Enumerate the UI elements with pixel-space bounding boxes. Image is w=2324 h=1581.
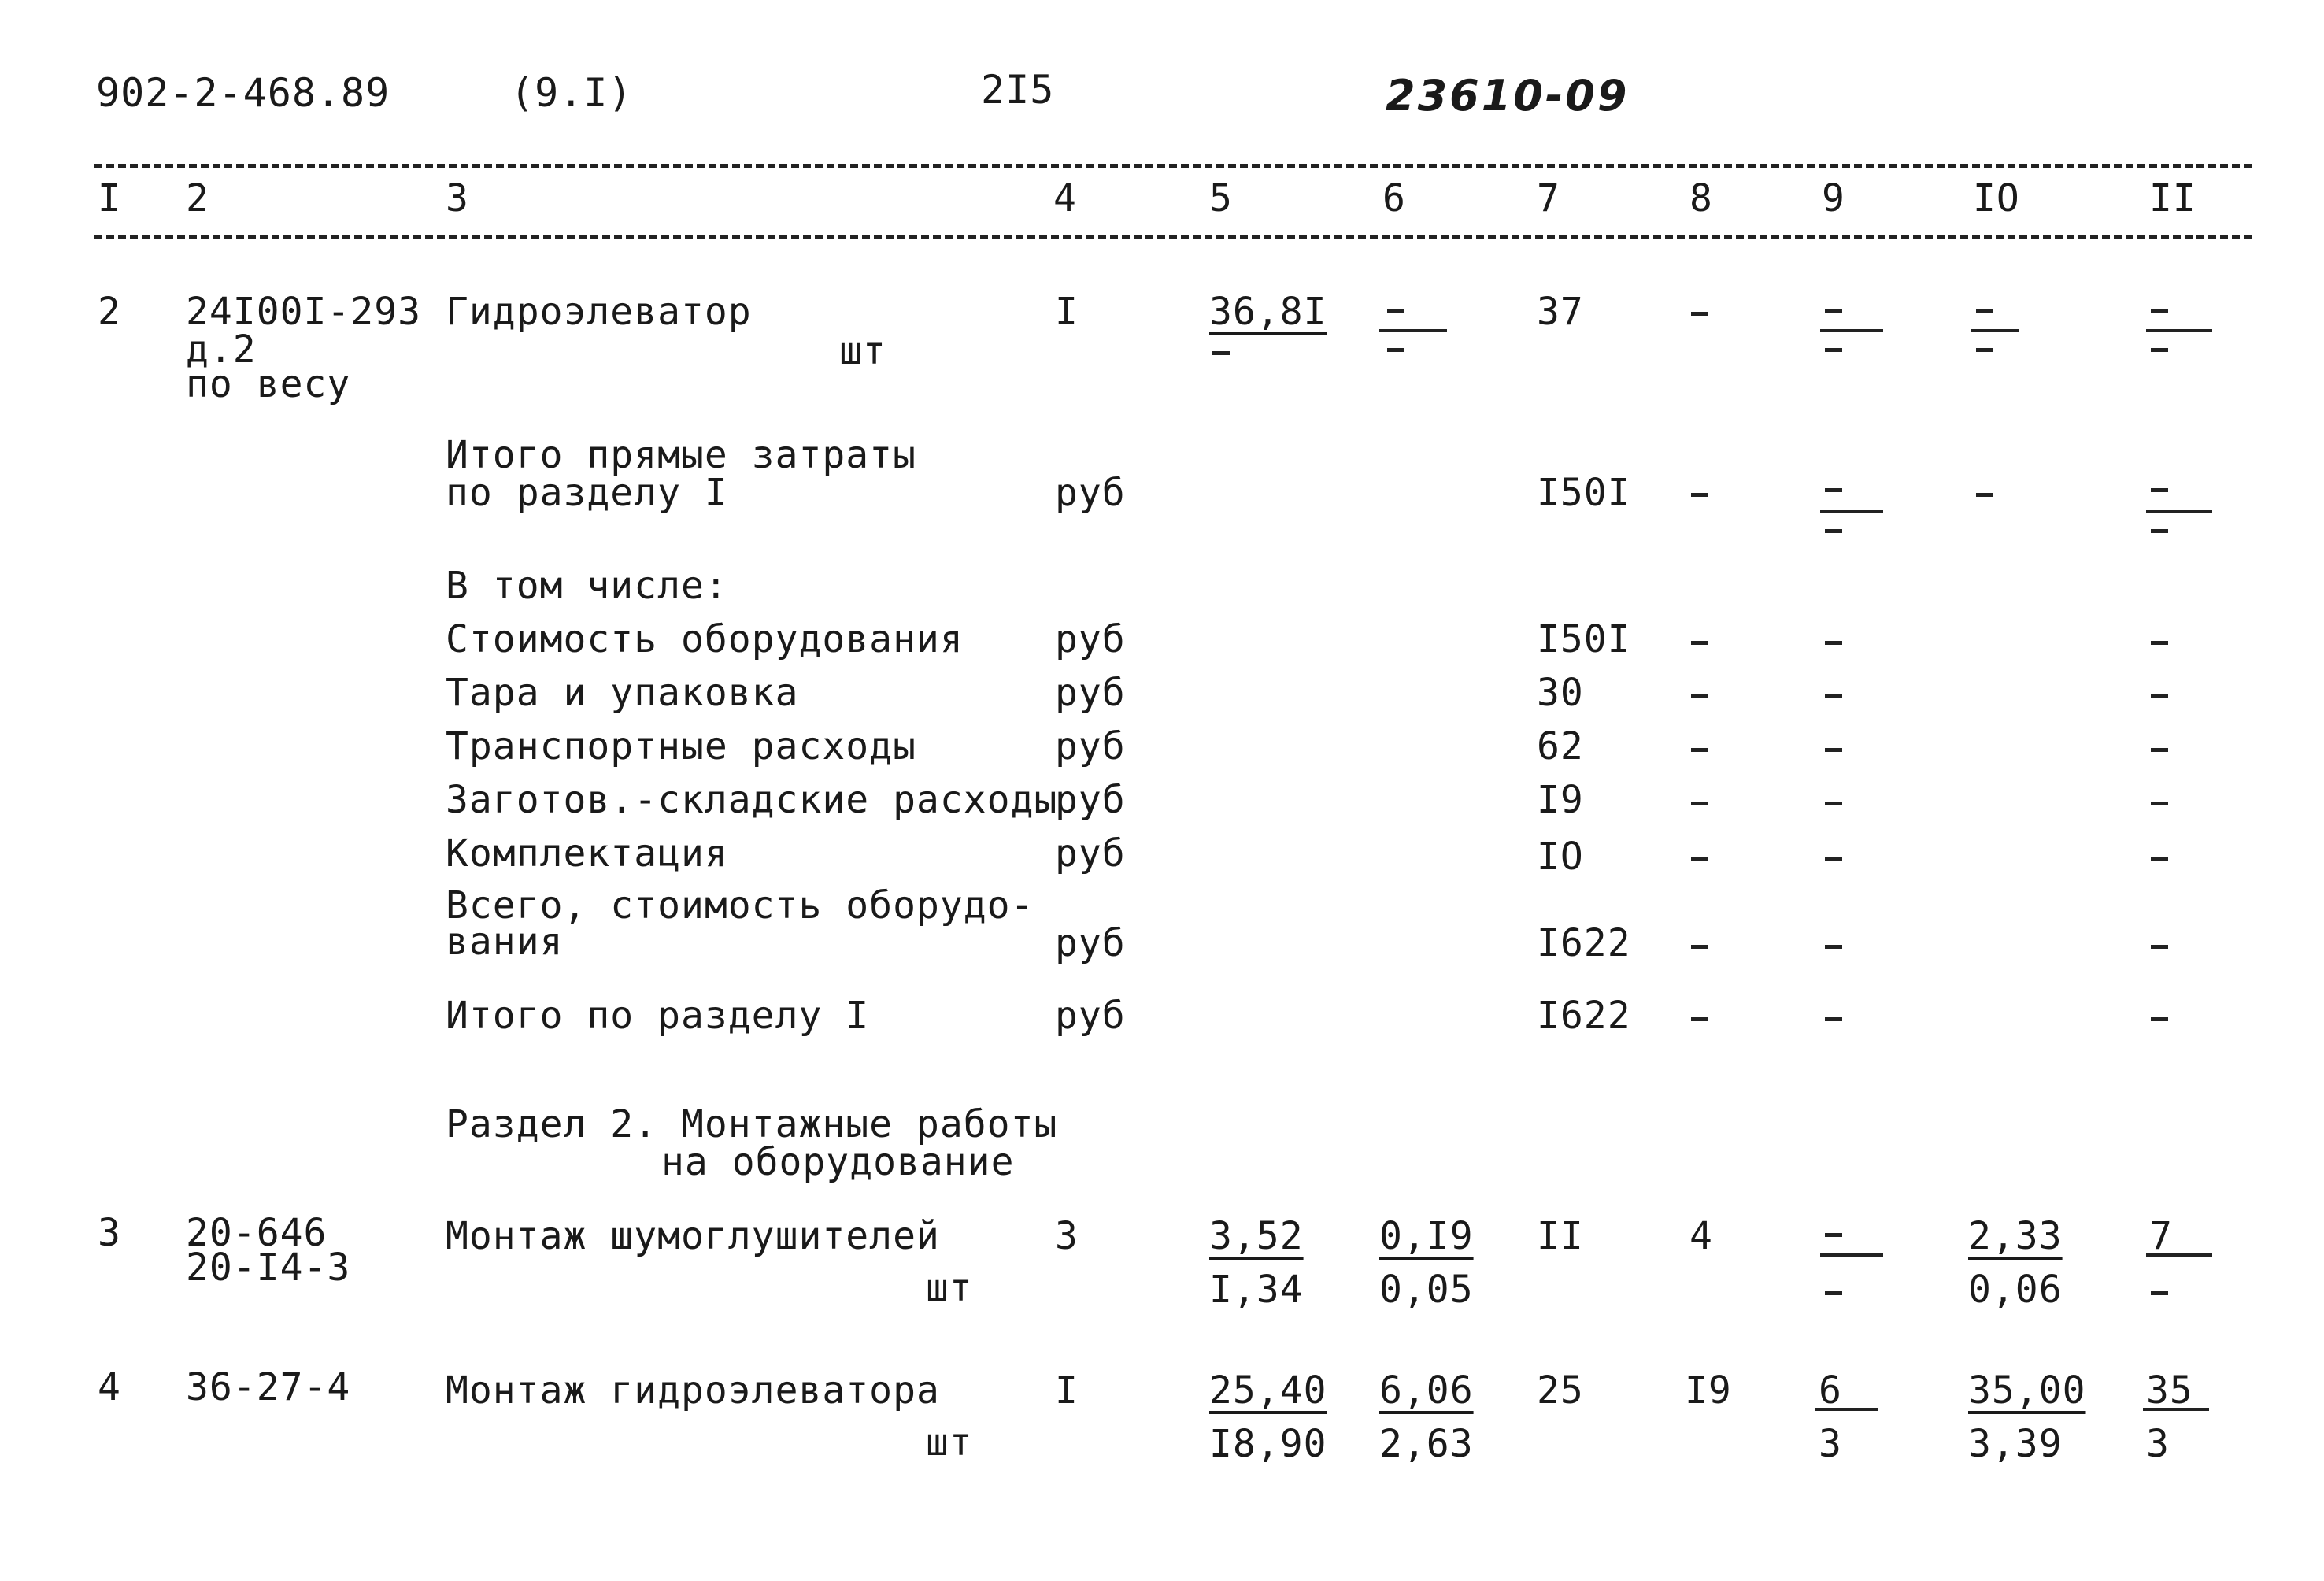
empty-dash	[1691, 694, 1708, 698]
total-cost: II	[1537, 1214, 1584, 1258]
fraction-line	[1379, 329, 1447, 332]
inventory-stamp: 23610-09	[1386, 71, 1630, 120]
column-header: 3	[446, 176, 469, 220]
empty-dash	[1825, 857, 1842, 861]
labor-cost: 35,00	[1968, 1368, 2086, 1413]
column-header: 2	[186, 176, 209, 220]
cost-item-label: Стоимость оборудования	[446, 617, 964, 661]
cost-item-label: Транспортные расходы	[446, 724, 916, 768]
machine-wage: 0,05	[1379, 1268, 1474, 1312]
column-header: II	[2149, 176, 2196, 220]
empty-dash	[2151, 857, 2168, 861]
empty-dash	[1691, 945, 1708, 949]
empty-dash	[2151, 641, 2168, 645]
fraction-line	[1815, 1408, 1878, 1411]
section-reference: (9.I)	[510, 70, 633, 116]
price-code: д.2	[186, 328, 257, 372]
item-name: Гидроэлеватор	[446, 290, 752, 334]
empty-dash	[1825, 1291, 1842, 1295]
empty-dash	[1976, 309, 1993, 313]
empty-dash	[1691, 312, 1708, 316]
empty-dash	[1691, 802, 1708, 805]
fraction-line	[1820, 510, 1883, 513]
unit: шт	[926, 1266, 973, 1310]
header-bottom-rule	[94, 235, 2252, 239]
unit: руб	[1055, 671, 1126, 715]
empty-dash	[1387, 348, 1404, 352]
empty-dash	[1825, 694, 1842, 698]
empty-dash	[1976, 348, 1993, 352]
cost-item-label: Заготов.-складские расходы	[446, 778, 1058, 822]
cost-item-label: Тара и упаковка	[446, 671, 799, 715]
empty-dash	[1691, 493, 1708, 497]
including-label: В том числе:	[446, 564, 728, 608]
empty-dash	[1691, 748, 1708, 752]
total-cost: I622	[1537, 994, 1631, 1038]
unit: руб	[1055, 831, 1126, 876]
machine-cost: 6,06	[1379, 1368, 1474, 1413]
total-cost: 30	[1537, 671, 1584, 715]
unit: руб	[1055, 778, 1126, 822]
column-header: I	[98, 176, 121, 220]
section-title: Раздел 2. Монтажные работы	[446, 1102, 1058, 1146]
fraction-line	[2146, 510, 2212, 513]
fraction-line	[2143, 1408, 2209, 1411]
subtotal-label: Итого прямые затраты	[446, 433, 916, 477]
item-name: Монтаж шумоглушителей	[446, 1214, 940, 1258]
empty-dash	[1387, 309, 1404, 313]
column-header: 9	[1822, 176, 1845, 220]
labor-wage: 0,06	[1968, 1268, 2063, 1312]
unit: руб	[1055, 921, 1126, 965]
total-cost: I50I	[1537, 471, 1631, 515]
column-header: 4	[1053, 176, 1077, 220]
fraction-line	[2146, 1253, 2212, 1257]
empty-dash	[2151, 1017, 2168, 1021]
total-cost: I50I	[1537, 617, 1631, 661]
unit: руб	[1055, 617, 1126, 661]
unit-wage: I8,90	[1209, 1422, 1327, 1466]
empty-dash	[1825, 348, 1842, 352]
total-wage: I9	[1685, 1368, 1732, 1413]
unit-cost: 25,40	[1209, 1368, 1327, 1413]
labor-cost: 2,33	[1968, 1214, 2063, 1258]
price-code: 20-I4-3	[186, 1246, 351, 1290]
empty-dash	[2151, 309, 2168, 313]
empty-dash	[1825, 309, 1842, 313]
column-header: 8	[1689, 176, 1713, 220]
empty-dash	[1691, 641, 1708, 645]
item-name: Монтаж гидроэлеватора	[446, 1368, 940, 1413]
empty-dash	[2151, 529, 2168, 533]
empty-dash	[2151, 802, 2168, 805]
machine-wage: 2,63	[1379, 1422, 1474, 1466]
total-wage: 4	[1689, 1214, 1713, 1258]
total-cost: I9	[1537, 778, 1584, 822]
cost-item-label: Всего, стоимость оборудо-	[446, 883, 1034, 927]
total-cost: 62	[1537, 724, 1584, 768]
empty-dash	[1825, 802, 1842, 805]
column-header: 6	[1382, 176, 1406, 220]
unit: шт	[926, 1420, 973, 1464]
price-code: 36-27-4	[186, 1365, 351, 1409]
labor-total: 35	[2146, 1368, 2193, 1413]
price-code: 24I00I-293	[186, 290, 421, 334]
fraction-line	[1820, 1253, 1883, 1257]
unit-wage: I,34	[1209, 1268, 1304, 1312]
column-header: IO	[1973, 176, 2020, 220]
unit: руб	[1055, 471, 1126, 515]
fraction-line	[1820, 329, 1883, 332]
fraction-line	[2146, 329, 2212, 332]
total-cost: I622	[1537, 921, 1631, 965]
empty-dash	[2151, 945, 2168, 949]
cost-item-label: Комплектация	[446, 831, 728, 876]
empty-dash	[2151, 1291, 2168, 1295]
empty-dash	[1825, 529, 1842, 533]
empty-dash	[1825, 945, 1842, 949]
unit-cost: 3,52	[1209, 1214, 1304, 1258]
row-number: 4	[98, 1365, 121, 1409]
quantity: I	[1055, 1368, 1079, 1413]
quantity: 3	[1055, 1214, 1079, 1258]
total-cost: 25	[1537, 1368, 1584, 1413]
section-title: на оборудование	[661, 1140, 1015, 1184]
document-code: 902-2-468.89	[96, 70, 390, 116]
price-code: по весу	[186, 362, 351, 406]
unit-cost: 36,8I	[1209, 290, 1327, 334]
empty-dash	[1825, 488, 1842, 492]
empty-dash	[1976, 493, 1993, 497]
unit: руб	[1055, 724, 1126, 768]
row-number: 3	[98, 1211, 121, 1255]
empty-dash	[1825, 748, 1842, 752]
fraction-line	[1971, 329, 2019, 332]
empty-dash	[2151, 348, 2168, 352]
empty-dash	[2151, 748, 2168, 752]
labor-total-wage: 3	[2146, 1422, 2170, 1466]
column-header: 7	[1537, 176, 1560, 220]
total-cost: 37	[1537, 290, 1584, 334]
price-code: 20-646	[186, 1211, 328, 1255]
cost-item-label: вания	[446, 920, 564, 964]
labor-wage: 3,39	[1968, 1422, 2063, 1466]
machine-total: 6	[1819, 1368, 1842, 1413]
subtotal-label: по разделу I	[446, 471, 728, 515]
empty-dash	[1825, 641, 1842, 645]
empty-dash	[1212, 351, 1230, 355]
column-header: 5	[1209, 176, 1233, 220]
subtotal-label: Итого по разделу I	[446, 994, 870, 1038]
labor-total: 7	[2149, 1214, 2173, 1258]
empty-dash	[1825, 1233, 1842, 1237]
unit: руб	[1055, 994, 1126, 1038]
empty-dash	[1691, 1017, 1708, 1021]
empty-dash	[1691, 857, 1708, 861]
header-top-rule	[94, 164, 2252, 168]
machine-total-wage: 3	[1819, 1422, 1842, 1466]
row-number: 2	[98, 290, 121, 334]
empty-dash	[1825, 1017, 1842, 1021]
total-cost: IO	[1537, 835, 1584, 879]
machine-cost: 0,I9	[1379, 1214, 1474, 1258]
empty-dash	[2151, 488, 2168, 492]
unit: шт	[839, 329, 886, 373]
page-number: 2I5	[981, 67, 1055, 113]
quantity: I	[1055, 290, 1079, 334]
empty-dash	[2151, 694, 2168, 698]
